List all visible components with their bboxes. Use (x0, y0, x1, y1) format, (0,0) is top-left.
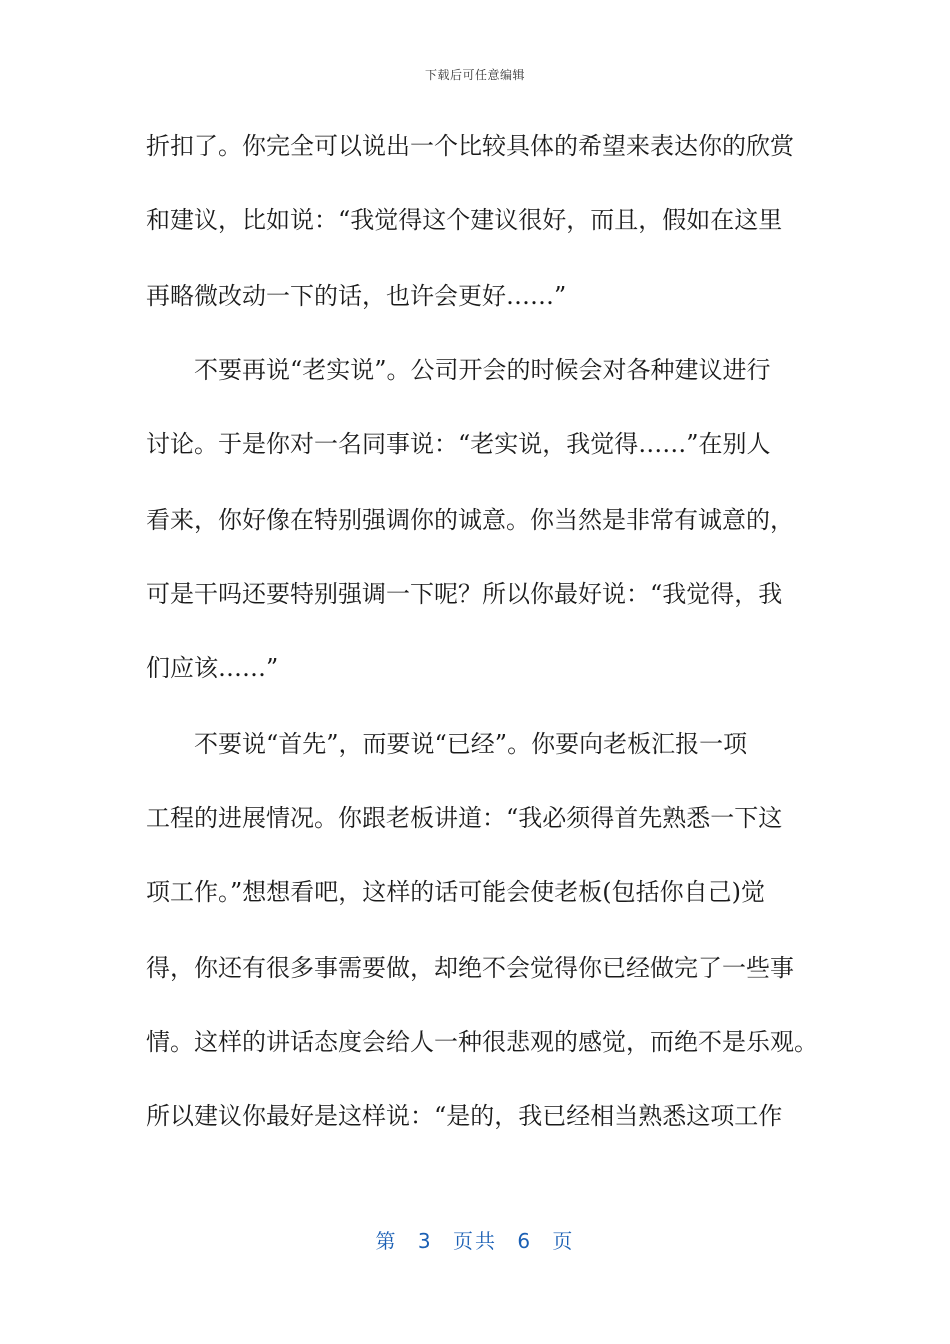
text-line: 讨论。于是你对一名同事说：“老实说，我觉得……”在别人 (146, 430, 771, 458)
text-line: 工程的进展情况。你跟老板讲道：“我必须得首先熟悉一下这 (146, 804, 783, 832)
text-line: 和建议，比如说：“我觉得这个建议很好，而且，假如在这里 (146, 206, 783, 234)
text-line: 折扣了。你完全可以说出一个比较具体的希望来表达你的欣赏 (146, 132, 794, 160)
paragraph-start-line: 不要再说“老实说”。公司开会的时候会对各种建议进行 (194, 356, 771, 384)
paragraph-start-line: 不要说“首先”，而要说“已经”。你要向老板汇报一项 (194, 730, 748, 758)
text-line: 所以建议你最好是这样说：“是的，我已经相当熟悉这项工作 (146, 1102, 783, 1130)
text-line: 情。这样的讲话态度会给人一种很悲观的感觉，而绝不是乐观。 (146, 1028, 818, 1056)
text-line: 再略微改动一下的话，也许会更好……” (146, 282, 567, 310)
text-line: 得，你还有很多事需要做，却绝不会觉得你已经做完了一些事 (146, 954, 794, 982)
text-line: 可是干吗还要特别强调一下呢？所以你最好说：“我觉得，我 (146, 580, 783, 608)
page-number-footer: 第 3 页共 6 页 (375, 1229, 575, 1253)
text-line: 看来，你好像在特别强调你的诚意。你当然是非常有诚意的， (146, 506, 794, 534)
text-line: 项工作。”想想看吧，这样的话可能会使老板(包括你自己)觉 (146, 878, 765, 906)
text-line: 们应该……” (146, 654, 279, 682)
page-header: 下载后可任意编辑 (424, 68, 525, 82)
